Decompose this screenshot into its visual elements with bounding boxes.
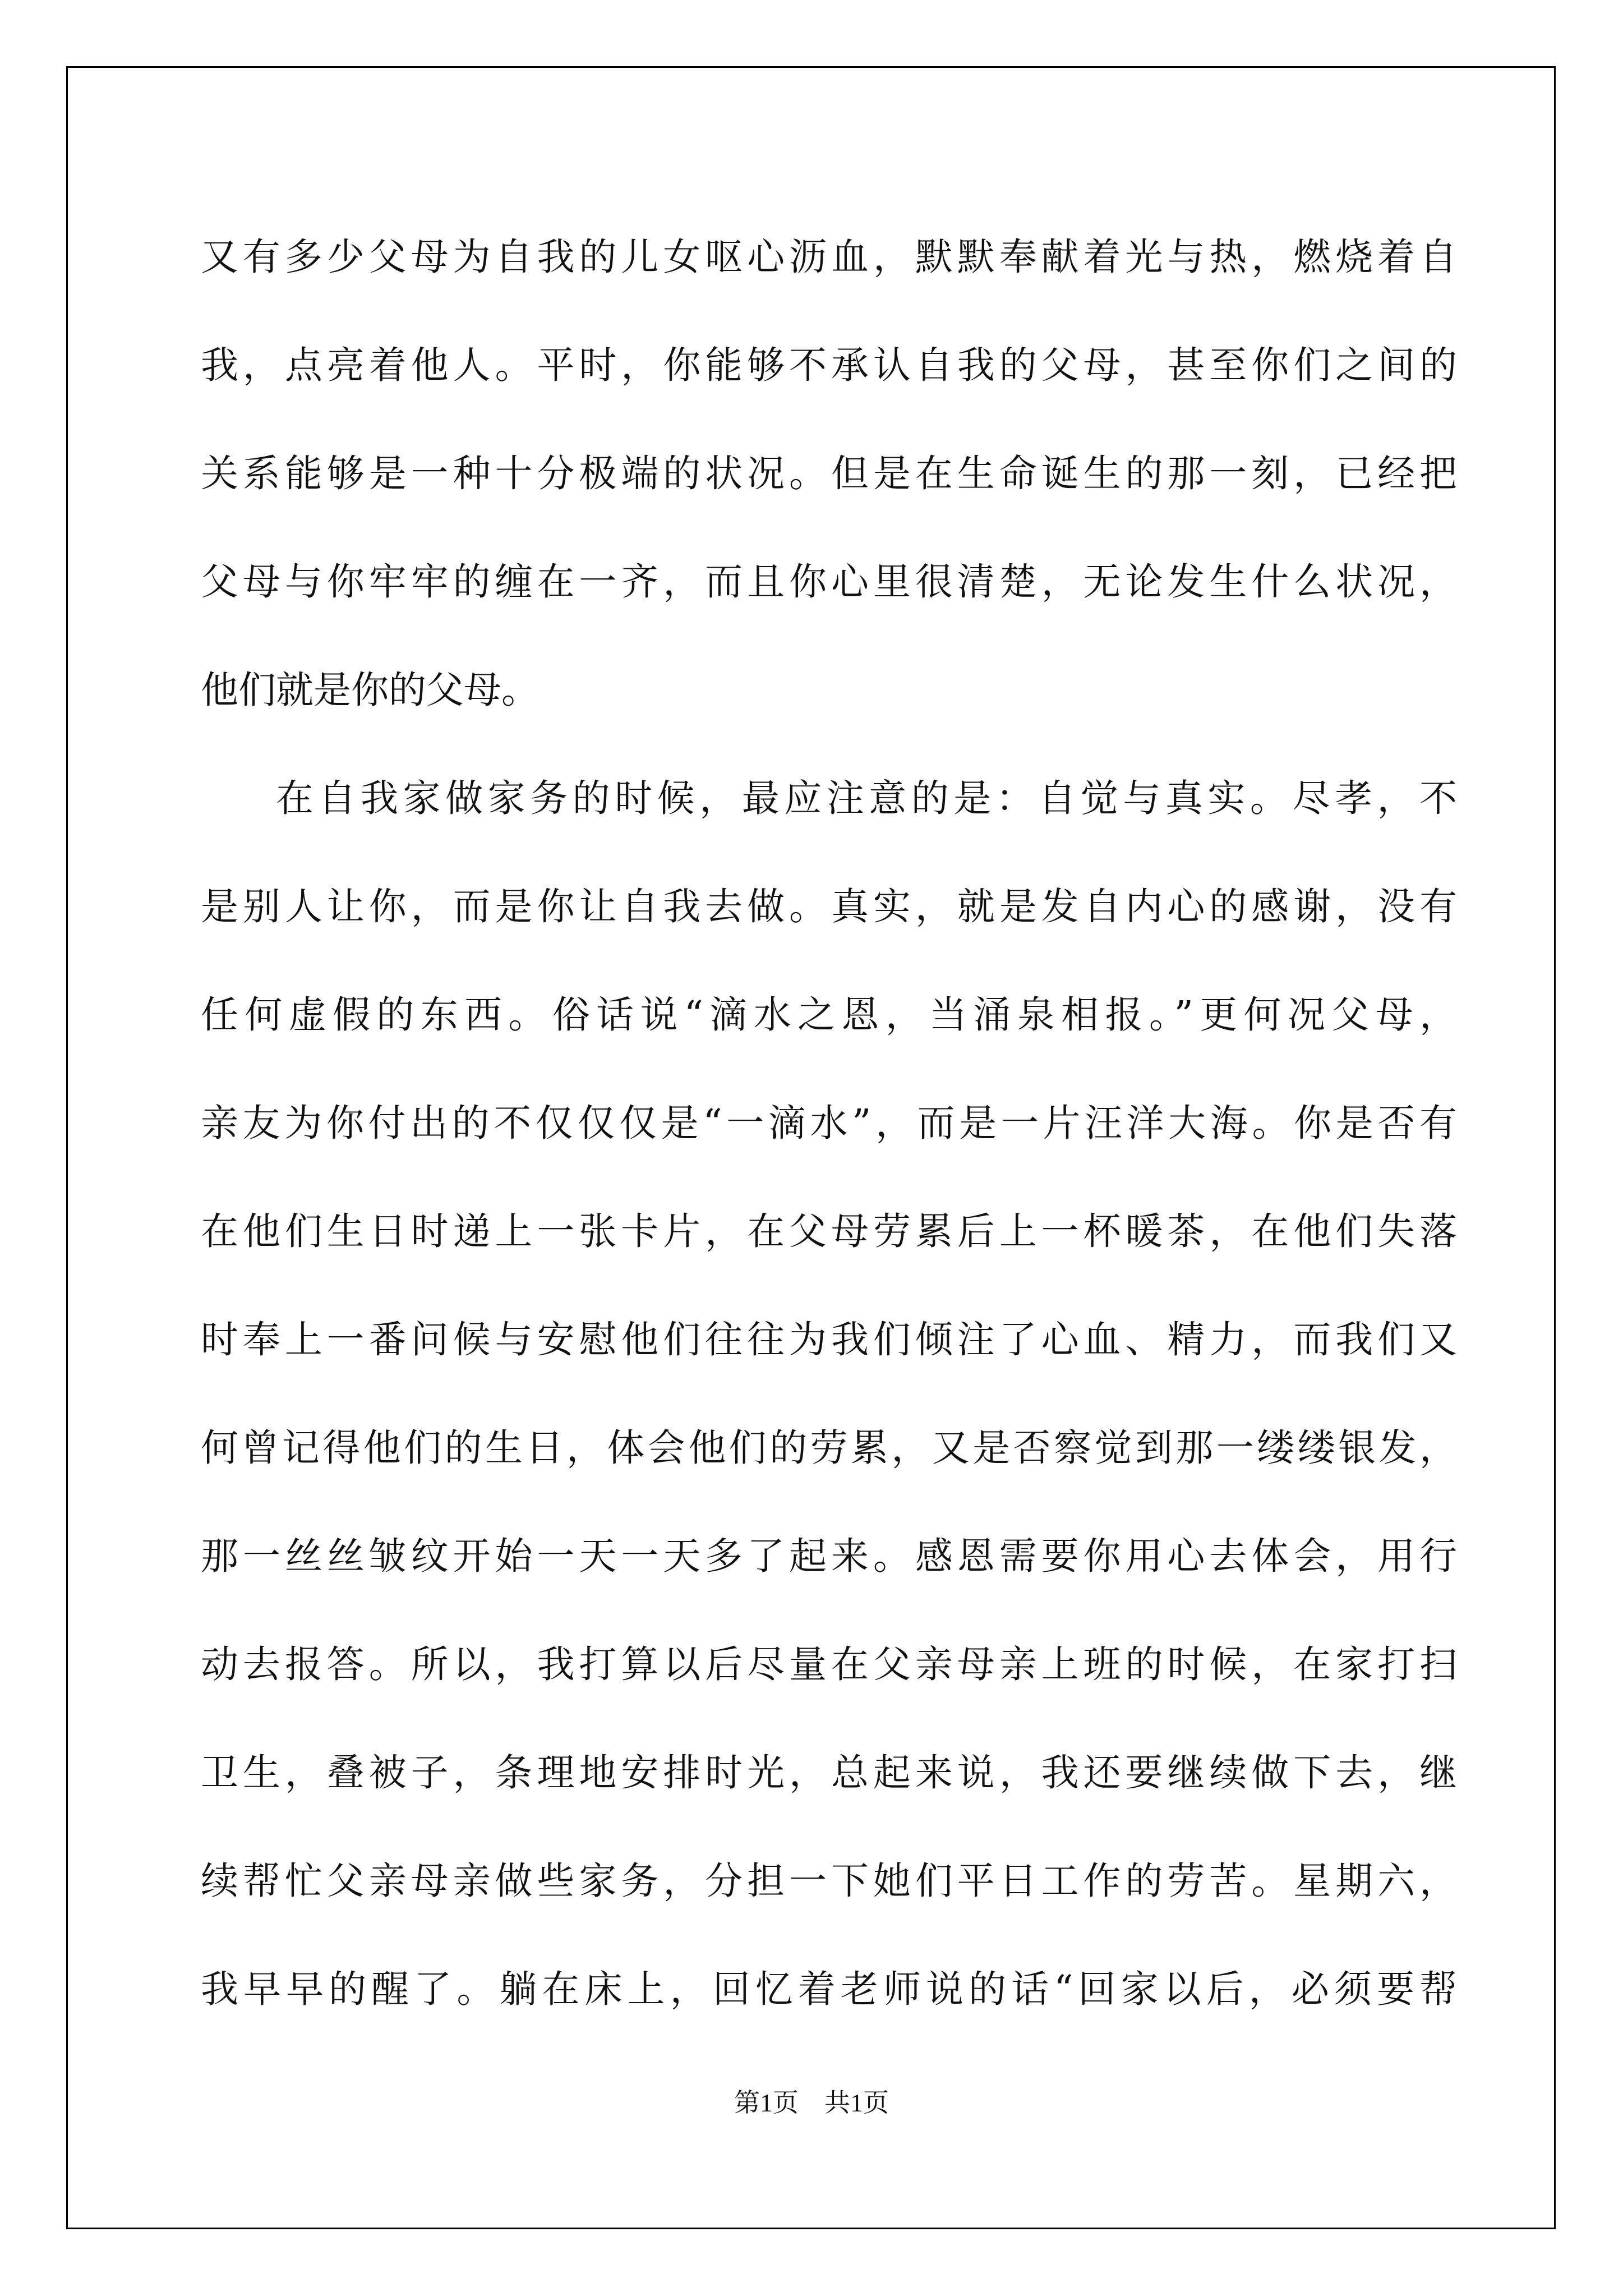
text-line: 动去报答。所以，我打算以后尽量在父亲母亲上班的时候，在家打扫 — [201, 1642, 1457, 1686]
text-line: 关系能够是一种十分极端的状况。但是在生命诞生的那一刻，已经把 — [201, 452, 1457, 495]
text-line: 我早早的醒了。躺在床上，回忆着老师说的话“回家以后，必须要帮 — [201, 1967, 1457, 2011]
text-line: 卫生，叠被子，条理地安排时光，总起来说，我还要继续做下去，继 — [201, 1751, 1457, 1795]
paragraph-2 — [201, 744, 1457, 2044]
text-line: 我，点亮着他人。平时，你能够不承认自我的父母，甚至你们之间的 — [201, 343, 1457, 387]
text-line: 任何虚假的东西。俗话说“滴水之恩，当涌泉相报。”更何况父母， — [201, 993, 1457, 1037]
text-line: 是别人让你，而是你让自我去做。真实，就是发自内心的感谢，没有 — [201, 885, 1457, 928]
page-number-footer: 第1页 共1页 — [734, 2088, 889, 2117]
text-line: 又有多少父母为自我的儿女呕心沥血，默默奉献着光与热，燃烧着自 — [201, 235, 1457, 279]
text-line: 亲友为你付出的不仅仅仅是“一滴水”，而是一片汪洋大海。你是否有 — [201, 1101, 1457, 1145]
text-line: 何曾记得他们的生日，体会他们的劳累，又是否察觉到那一缕缕银发， — [201, 1426, 1457, 1470]
text-line: 他们就是你的父母。 — [201, 668, 539, 712]
paragraph-1 — [201, 203, 1457, 744]
text-line: 续帮忙父亲母亲做些家务，分担一下她们平日工作的劳苦。星期六， — [201, 1859, 1457, 1903]
text-line: 在自我家做家务的时候，最应注意的是：自觉与真实。尽孝，不 — [276, 776, 1457, 820]
text-line: 时奉上一番问候与安慰他们往往为我们倾注了心血、精力，而我们又 — [201, 1318, 1457, 1361]
text-line: 在他们生日时递上一张卡片，在父母劳累后上一杯暖茶，在他们失落 — [201, 1209, 1457, 1253]
text-line: 那一丝丝皱纹开始一天一天多了起来。感恩需要你用心去体会，用行 — [201, 1534, 1457, 1578]
text-line: 父母与你牢牢的缠在一齐，而且你心里很清楚，无论发生什么状况， — [201, 560, 1457, 604]
document-body — [201, 203, 1457, 2044]
